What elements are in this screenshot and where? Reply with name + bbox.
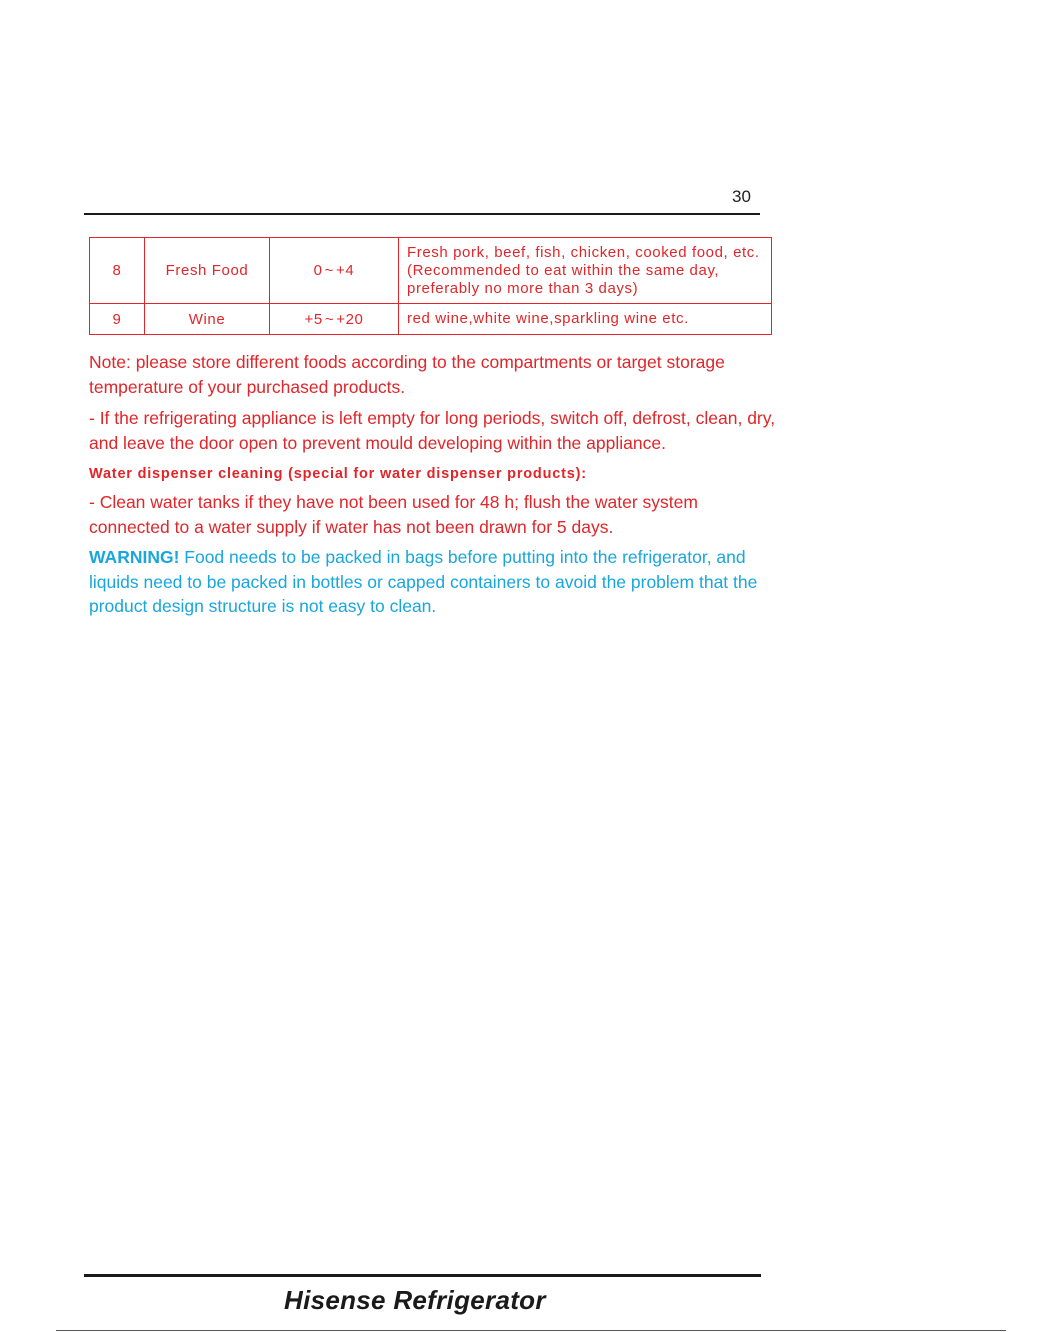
warning-paragraph: [89, 545, 779, 619]
page-bottom-rule: [56, 1330, 1006, 1331]
storage-note: Note: please store different foods according to the compartments or target storage temperature of your purchased products.: [89, 352, 725, 397]
food-description-cell: [399, 238, 772, 304]
table-row: [90, 238, 772, 304]
brand-footer: Hisense Refrigerator: [284, 1285, 546, 1315]
empty-appliance-instruction: - If the refrigerating appliance is left empty for long periods, switch off, defrost, clean, dry, and leave the door open to prevent mould developing within the appliance.: [89, 408, 776, 453]
row-number-cell: 8: [90, 238, 145, 304]
food-description-line: Fresh pork, beef, fish, chicken, cooked food, etc.: [407, 243, 760, 261]
water-dispenser-instruction: - Clean water tanks if they have not been used for 48 h; flush the water system connected to a water supply if water has not been drawn for 5 days.: [89, 492, 698, 537]
food-description-line: preferably no more than 3 days): [407, 279, 639, 297]
header-rule: [84, 213, 760, 215]
food-description-cell: [399, 304, 772, 335]
temperature-low: 0: [313, 262, 323, 279]
page-number: 30: [732, 187, 751, 206]
temperature-separator: ~: [324, 262, 334, 279]
temperature-high: +20: [336, 310, 364, 328]
temperature-cell: [270, 238, 399, 304]
temperature-separator: ~: [324, 310, 335, 328]
temperature-high: +4: [336, 262, 355, 279]
warning-text: Food needs to be packed in bags before putting into the refrigerator, and liquids need to be packed in bottles or capped containers to avoid the problem that the product design structure is not easy to clean.: [89, 547, 758, 616]
food-description-line: red wine,white wine,sparkling wine etc.: [407, 310, 689, 327]
row-number-cell: 9: [90, 304, 145, 335]
food-description-line: (Recommended to eat within the same day,: [407, 261, 720, 279]
water-dispenser-heading: Water dispenser cleaning (special for water dispenser products):: [89, 466, 587, 482]
warning-label: WARNING!: [89, 547, 180, 567]
footer-rule: [84, 1274, 761, 1277]
storage-table: [89, 237, 772, 335]
compartment-cell: Fresh Food: [145, 238, 270, 304]
table-row: [90, 304, 772, 335]
temperature-cell: [270, 304, 399, 335]
temperature-low: +5: [304, 310, 323, 328]
compartment-cell: Wine: [145, 304, 270, 335]
